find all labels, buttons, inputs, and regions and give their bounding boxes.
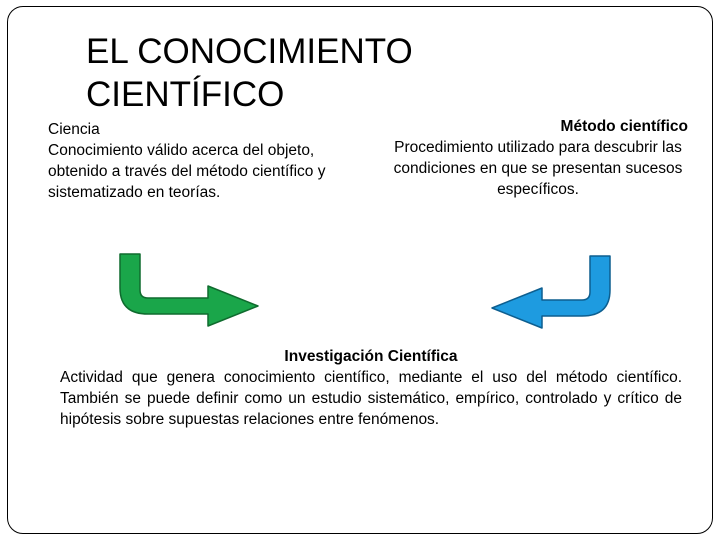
curved-arrow-right-icon	[112, 248, 264, 330]
curved-arrow-left-icon	[486, 250, 616, 332]
metodo-block	[388, 116, 688, 200]
ciencia-heading: Ciencia	[48, 121, 100, 138]
metodo-heading: Método científico	[560, 118, 688, 135]
ciencia-text: Conocimiento válido acerca del objeto, obtenido a través del método científico y sistematizado en teorías.	[48, 142, 326, 201]
page-title	[86, 30, 413, 116]
metodo-text: Procedimiento utilizado para descubrir las condiciones en que se presentan sucesos específicos.	[393, 139, 683, 198]
title-line-1: EL CONOCIMIENTO	[86, 32, 413, 71]
investigacion-heading: Investigación Científica	[284, 348, 458, 365]
blue-arrow-shape	[492, 256, 610, 328]
green-arrow-shape	[120, 254, 258, 326]
investigacion-block	[60, 346, 682, 430]
title-line-2: CIENTÍFICO	[86, 75, 285, 114]
ciencia-block	[48, 119, 368, 203]
investigacion-text: Actividad que genera conocimiento científico, mediante el uso del método científico. También se puede definir como un estudio sistemático, empírico, controlado y crítico de hipótesis sobre supuestas relaciones entre fenómenos.	[60, 369, 682, 428]
